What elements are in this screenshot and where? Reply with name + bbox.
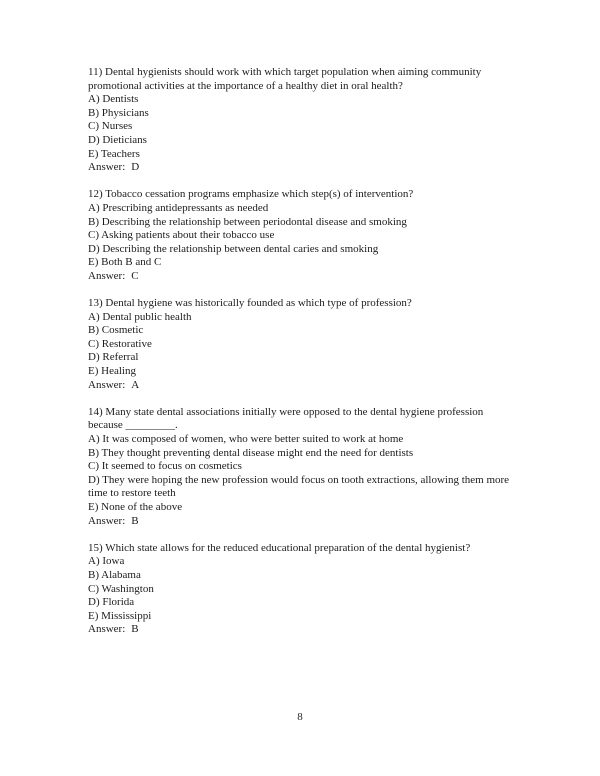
question-option: D) Describing the relationship between dental caries and smoking [88,242,379,255]
answer-label: Answer: [88,378,126,391]
question-option: C) Restorative [88,337,152,350]
answer-line [88,515,515,529]
question-option: C) Washington [88,582,154,595]
question-option: C) It seemed to focus on cosmetics [88,460,242,473]
question-option: C) Nurses [88,120,133,133]
question-text: 13) Dental hygiene was historically founded as which type of profession? [88,297,412,310]
question-option: E) Both B and C [88,256,162,269]
question-option: E) Teachers [88,147,140,160]
question-option: D) Referral [88,351,139,364]
question-option: B) Describing the relationship between periodontal disease and smoking [88,215,407,228]
answer-value: D [131,161,140,174]
answer-line [88,623,515,637]
answer-value: A [131,378,140,391]
answer-value: C [131,269,139,282]
question-block-14 [88,406,515,528]
question-option: D) Florida [88,596,135,609]
page-number: 8 [297,711,303,723]
question-option: B) Alabama [88,568,141,581]
question-option: A) Dental public health [88,310,192,323]
answer-label: Answer: [88,623,126,636]
question-option: E) None of the above [88,501,183,513]
question-text: 12) Tobacco cessation programs emphasize which step(s) of intervention? [88,188,414,201]
question-option: A) It was composed of women, who were better suited to work at home [88,433,404,446]
document-body [88,66,515,651]
question-option: B) They thought preventing dental disease might end the need for dentists [88,446,414,459]
question-option: E) Mississippi [88,609,152,622]
question-option: C) Asking patients about their tobacco use [88,229,275,242]
question-text: 14) Many state dental associations initially were opposed to the dental hygiene profession because _________. [88,405,484,432]
answer-value: B [131,623,139,636]
question-option: D) Dieticians [88,133,147,146]
question-option: A) Prescribing antidepressants as needed [88,201,269,214]
answer-label: Answer: [88,514,126,527]
question-block-15 [88,542,515,637]
question-option: A) Dentists [88,93,139,106]
question-text: 11) Dental hygienists should work with which target population when aiming community promotional activities at the importance of a healthy diet in oral health? [88,66,482,92]
question-option: B) Cosmetic [88,324,144,337]
question-option: A) Iowa [88,555,125,568]
question-option: D) They were hoping the new profession would focus on tooth extractions, allowing them more time to restore teeth [88,473,510,500]
answer-line [88,379,515,393]
question-text: 15) Which state allows for the reduced educational preparation of the dental hygienist? [88,541,471,554]
answer-value: B [131,514,139,527]
answer-line [88,270,515,284]
answer-label: Answer: [88,269,126,282]
question-option: E) Healing [88,365,136,378]
answer-line [88,161,515,175]
question-option: B) Physicians [88,106,149,119]
question-block-12 [88,188,515,283]
question-block-11 [88,66,515,175]
answer-label: Answer: [88,161,126,174]
question-block-13 [88,297,515,392]
